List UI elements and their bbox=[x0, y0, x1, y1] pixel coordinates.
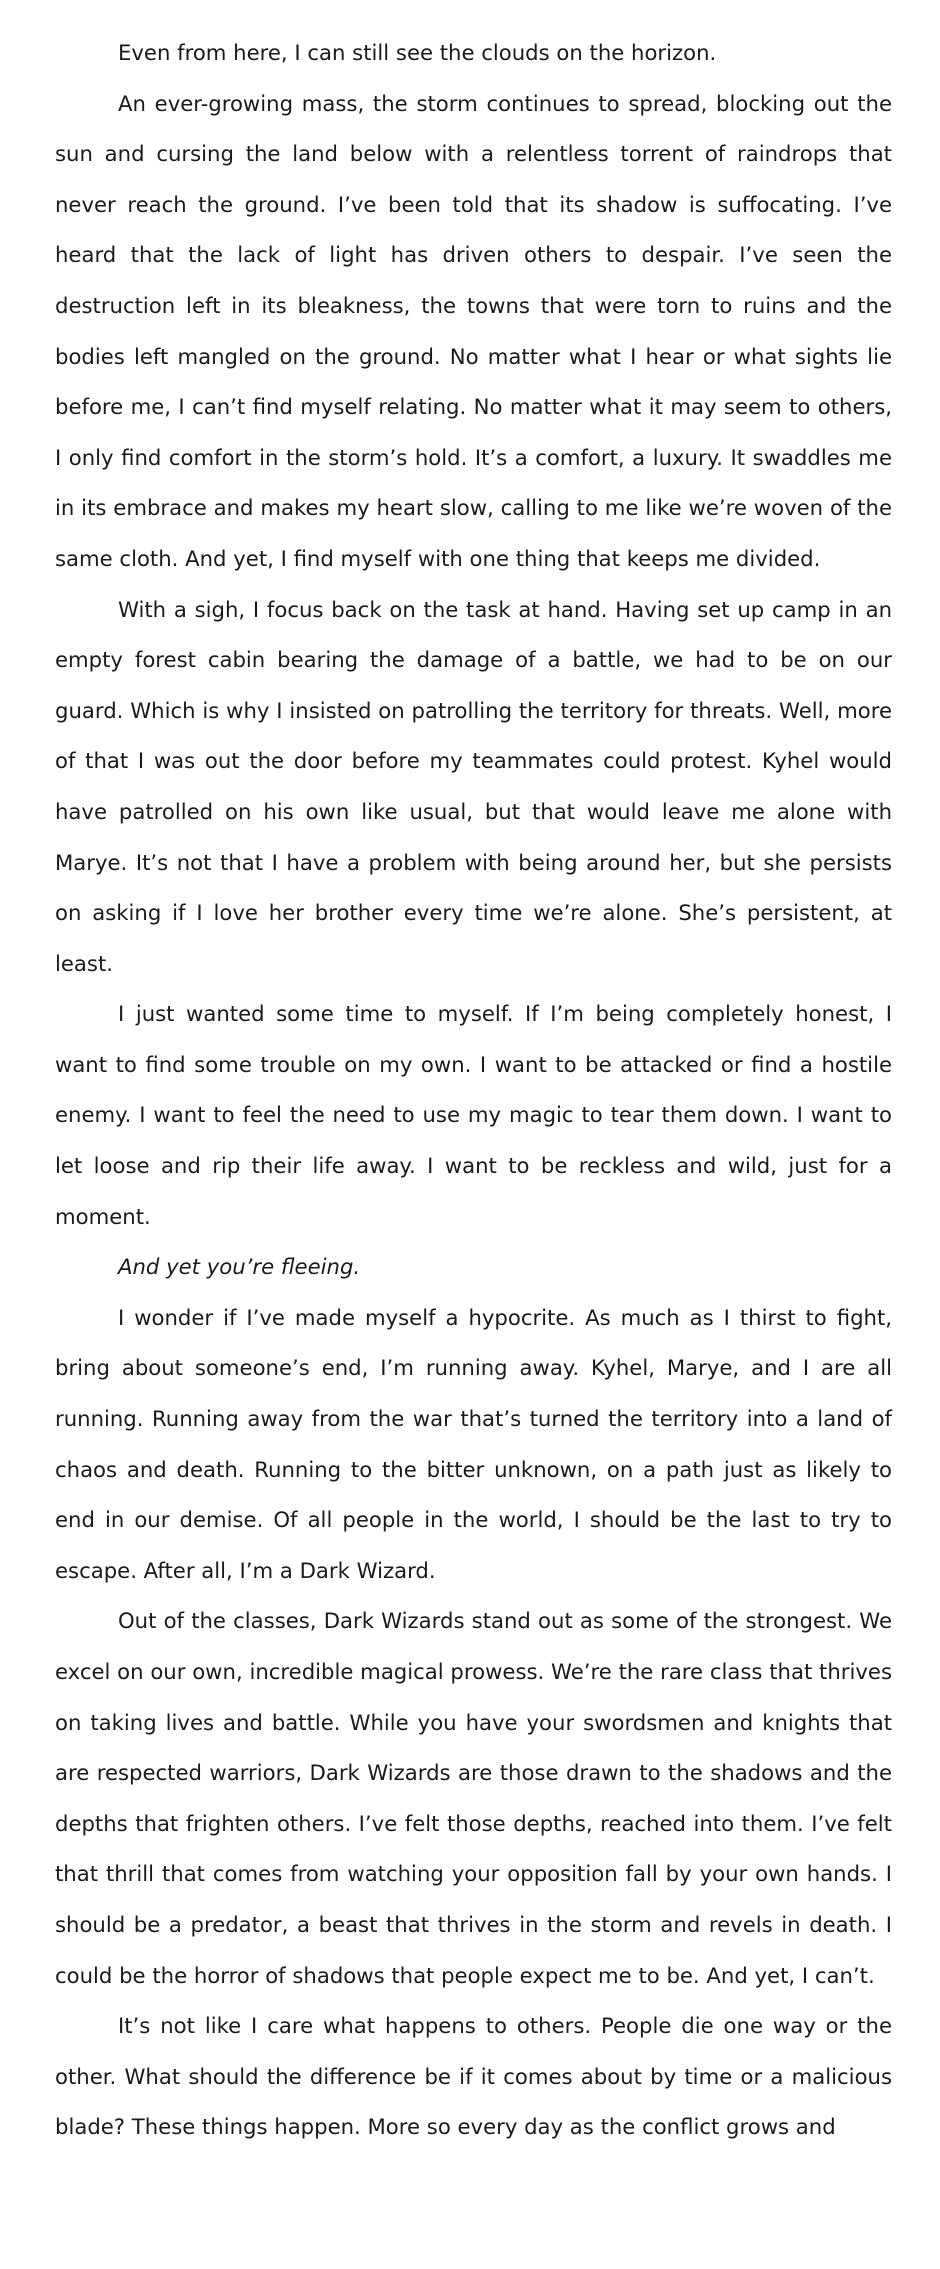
paragraph-4: I just wanted some time to myself. If I’m being completely honest, I want to find some trouble on my own. I want to be attacked or find a hostile enemy. I want to feel the need to use my magic to tear them down. I want to let loose and rip their life away. I want to be reckless and wild, just for a moment. bbox=[55, 1001, 892, 1229]
paragraph-8: It’s not like I care what happens to others. People die one way or the other. What should the difference be if it comes about by time or a malicious blade? These things happen. More so every day as the conflict grows and bbox=[55, 2013, 892, 2140]
paragraph-3: With a sigh, I focus back on the task at hand. Having set up camp in an empty forest cabin bearing the damage of a battle, we had to be on our guard. Which is why I insisted on patrolling the territory for threats. Well, more of that I was out the door before my teammates could protest. Kyhel would have patrolled on his own like usual, but that would leave me alone with Marye. It’s not that I have a problem with being around her, but she persists on asking if I love her brother every time we’re alone. She’s persistent, at least. bbox=[55, 596, 892, 976]
paragraph-7: Out of the classes, Dark Wizards stand out as some of the strongest. We excel on our own, incredible magical prowess. We’re the rare class that thrives on taking lives and battle. While you have your swordsmen and knights that are respected warriors, Dark Wizards are those drawn to the shadows and the depths that frighten others. I’ve felt those depths, reached into them. I’ve felt that thrill that comes from watching your opposition fall by your own hands. I should be a predator, a beast that thrives in the storm and revels in death. I could be the horror of shadows that people expect me to be. And yet, I can’t. bbox=[55, 1608, 892, 1988]
paragraph-2: An ever-growing mass, the storm continues to spread, blocking out the sun and cursing the land below with a relentless torrent of raindrops that never reach the ground. I’ve been told that its shadow is suffocating. I’ve heard that the lack of light has driven others to despair. I’ve seen the destruction left in its bleakness, the towns that were torn to ruins and the bodies left mangled on the ground. No matter what I hear or what sights lie before me, I can’t find myself relating. No matter what it may seem to others, I only find comfort in the storm’s hold. It’s a comfort, a luxury. It swaddles me in its embrace and makes my heart slow, calling to me like we’re woven of the same cloth. And yet, I find myself with one thing that keeps me divided. bbox=[55, 90, 892, 571]
paragraph-1: Even from here, I can still see the clouds on the horizon. bbox=[118, 40, 717, 65]
document-page bbox=[55, 28, 892, 2153]
paragraph-5-italic: And yet you’re fleeing. bbox=[118, 1254, 361, 1280]
paragraph-6: I wonder if I’ve made myself a hypocrite. As much as I thirst to fight, bring about someone’s end, I’m running away. Kyhel, Marye, and I are all running. Running away from the war that’s turned the territory into a land of chaos and death. Running to the bitter unknown, on a path just as likely to end in our demise. Of all people in the world, I should be the last to try to escape. After all, I’m a Dark Wizard. bbox=[55, 1304, 892, 1583]
